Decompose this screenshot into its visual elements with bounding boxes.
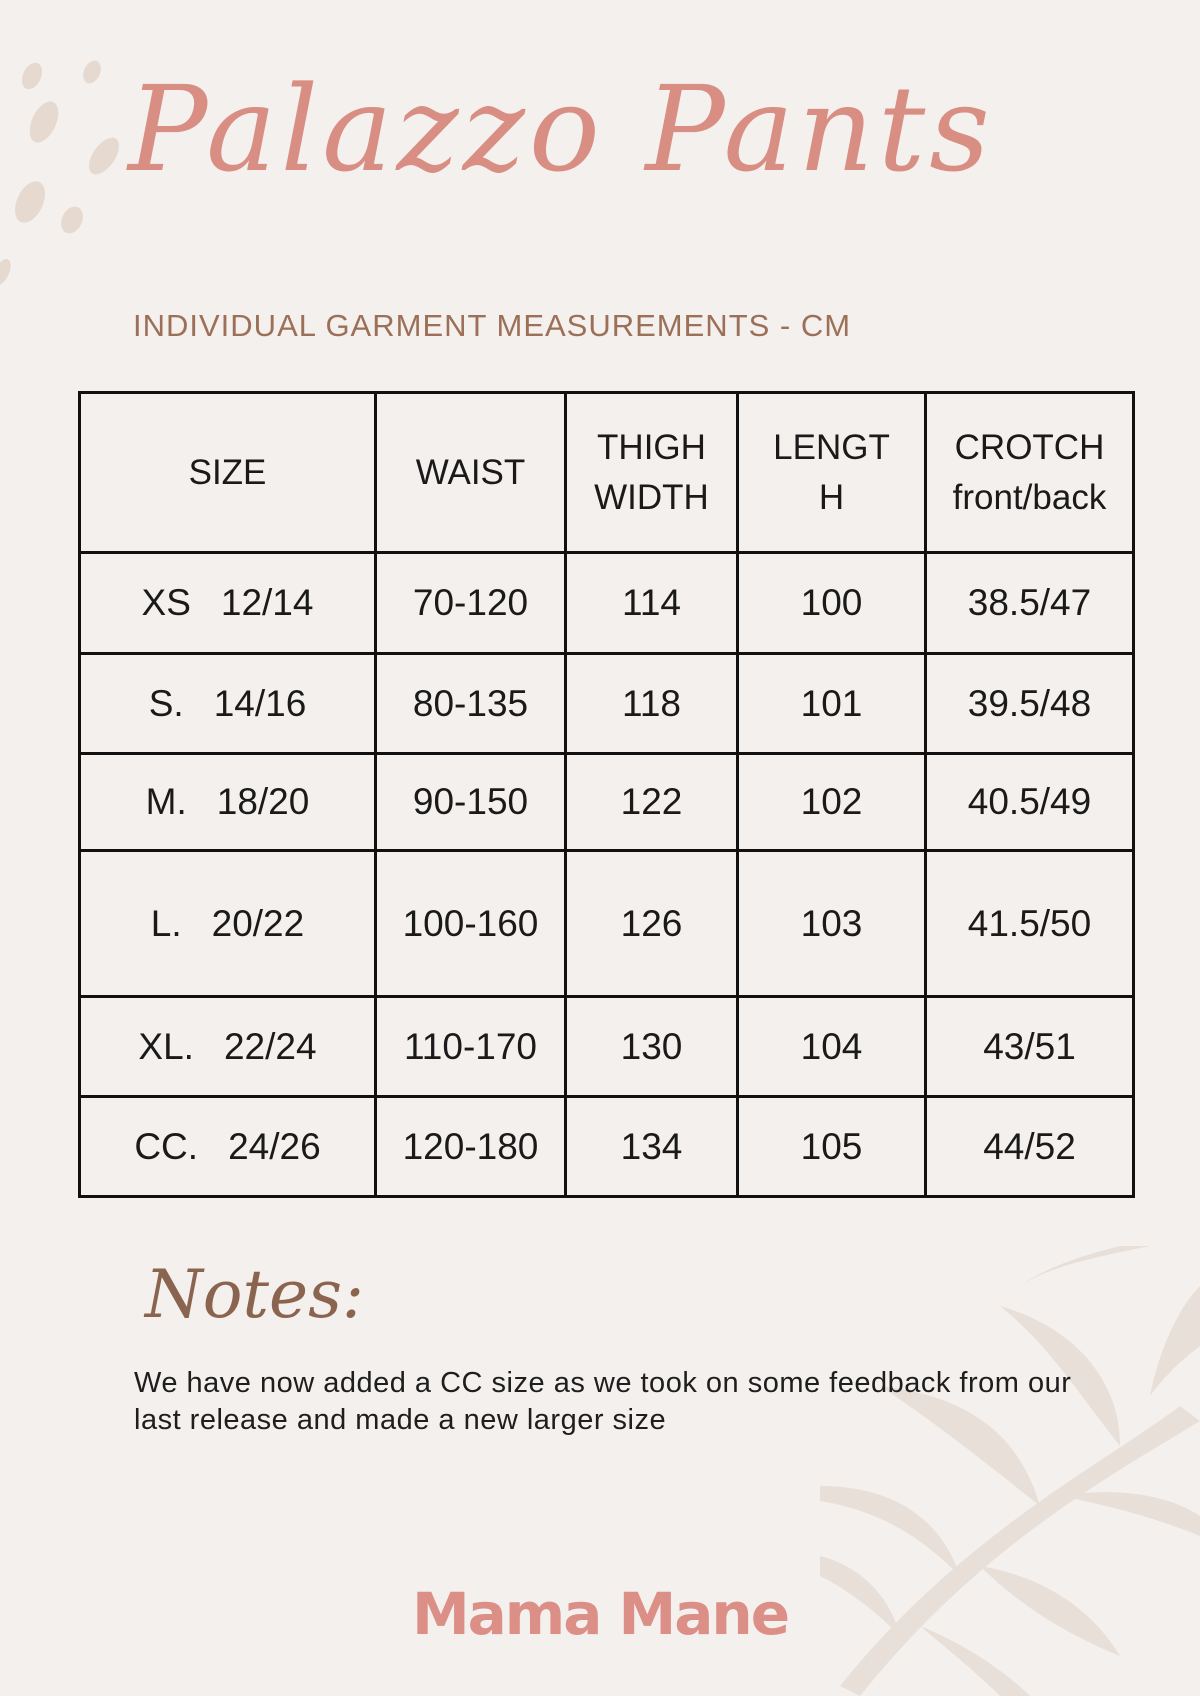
cell-length: 105 — [738, 1097, 926, 1197]
cell-length: 101 — [738, 654, 926, 754]
cell-waist: 90-150 — [376, 754, 566, 851]
cell-thigh: 118 — [566, 654, 738, 754]
measurement-table — [78, 391, 1135, 1198]
cell-crotch: 41.5/50 — [926, 851, 1134, 997]
notes-text: We have now added a CC size as we took on some feedback from our last release and made a new larger size — [134, 1367, 1072, 1436]
cell-crotch: 38.5/47 — [926, 553, 1134, 654]
table-row — [80, 851, 1134, 997]
table-row — [80, 754, 1134, 851]
notes-heading: Notes: — [145, 1256, 365, 1333]
header-length: LENGT H — [738, 393, 926, 553]
table-row — [80, 654, 1134, 754]
cell-size: L. 20/22 — [80, 851, 376, 997]
brand-logo: Mama Mane — [411, 1580, 789, 1648]
cell-crotch: 39.5/48 — [926, 654, 1134, 754]
cell-crotch: 40.5/49 — [926, 754, 1134, 851]
header-size: SIZE — [80, 393, 376, 553]
table-row — [80, 997, 1134, 1097]
table-row — [80, 553, 1134, 654]
cell-thigh: 134 — [566, 1097, 738, 1197]
cell-waist: 100-160 — [376, 851, 566, 997]
page-title: Palazzo Pants — [128, 60, 994, 198]
cell-size: CC. 24/26 — [80, 1097, 376, 1197]
cell-size: S. 14/16 — [80, 654, 376, 754]
cell-thigh: 114 — [566, 553, 738, 654]
cell-length: 102 — [738, 754, 926, 851]
cell-thigh: 122 — [566, 754, 738, 851]
header-waist: WAIST — [376, 393, 566, 553]
cell-crotch: 43/51 — [926, 997, 1134, 1097]
cell-waist: 120-180 — [376, 1097, 566, 1197]
cell-thigh: 126 — [566, 851, 738, 997]
cell-length: 100 — [738, 553, 926, 654]
header-thigh-width: THIGH WIDTH — [566, 393, 738, 553]
page-subtitle: INDIVIDUAL GARMENT MEASUREMENTS - CM — [133, 308, 852, 343]
cell-waist: 70-120 — [376, 553, 566, 654]
cell-length: 103 — [738, 851, 926, 997]
cell-thigh: 130 — [566, 997, 738, 1097]
table-row — [80, 1097, 1134, 1197]
cell-waist: 110-170 — [376, 997, 566, 1097]
cell-waist: 80-135 — [376, 654, 566, 754]
cell-size: M. 18/20 — [80, 754, 376, 851]
cell-size: XL. 22/24 — [80, 997, 376, 1097]
cell-size: XS 12/14 — [80, 553, 376, 654]
table-header-row — [80, 393, 1134, 553]
header-crotch: CROTCH front/back — [926, 393, 1134, 553]
cell-crotch: 44/52 — [926, 1097, 1134, 1197]
cell-length: 104 — [738, 997, 926, 1097]
